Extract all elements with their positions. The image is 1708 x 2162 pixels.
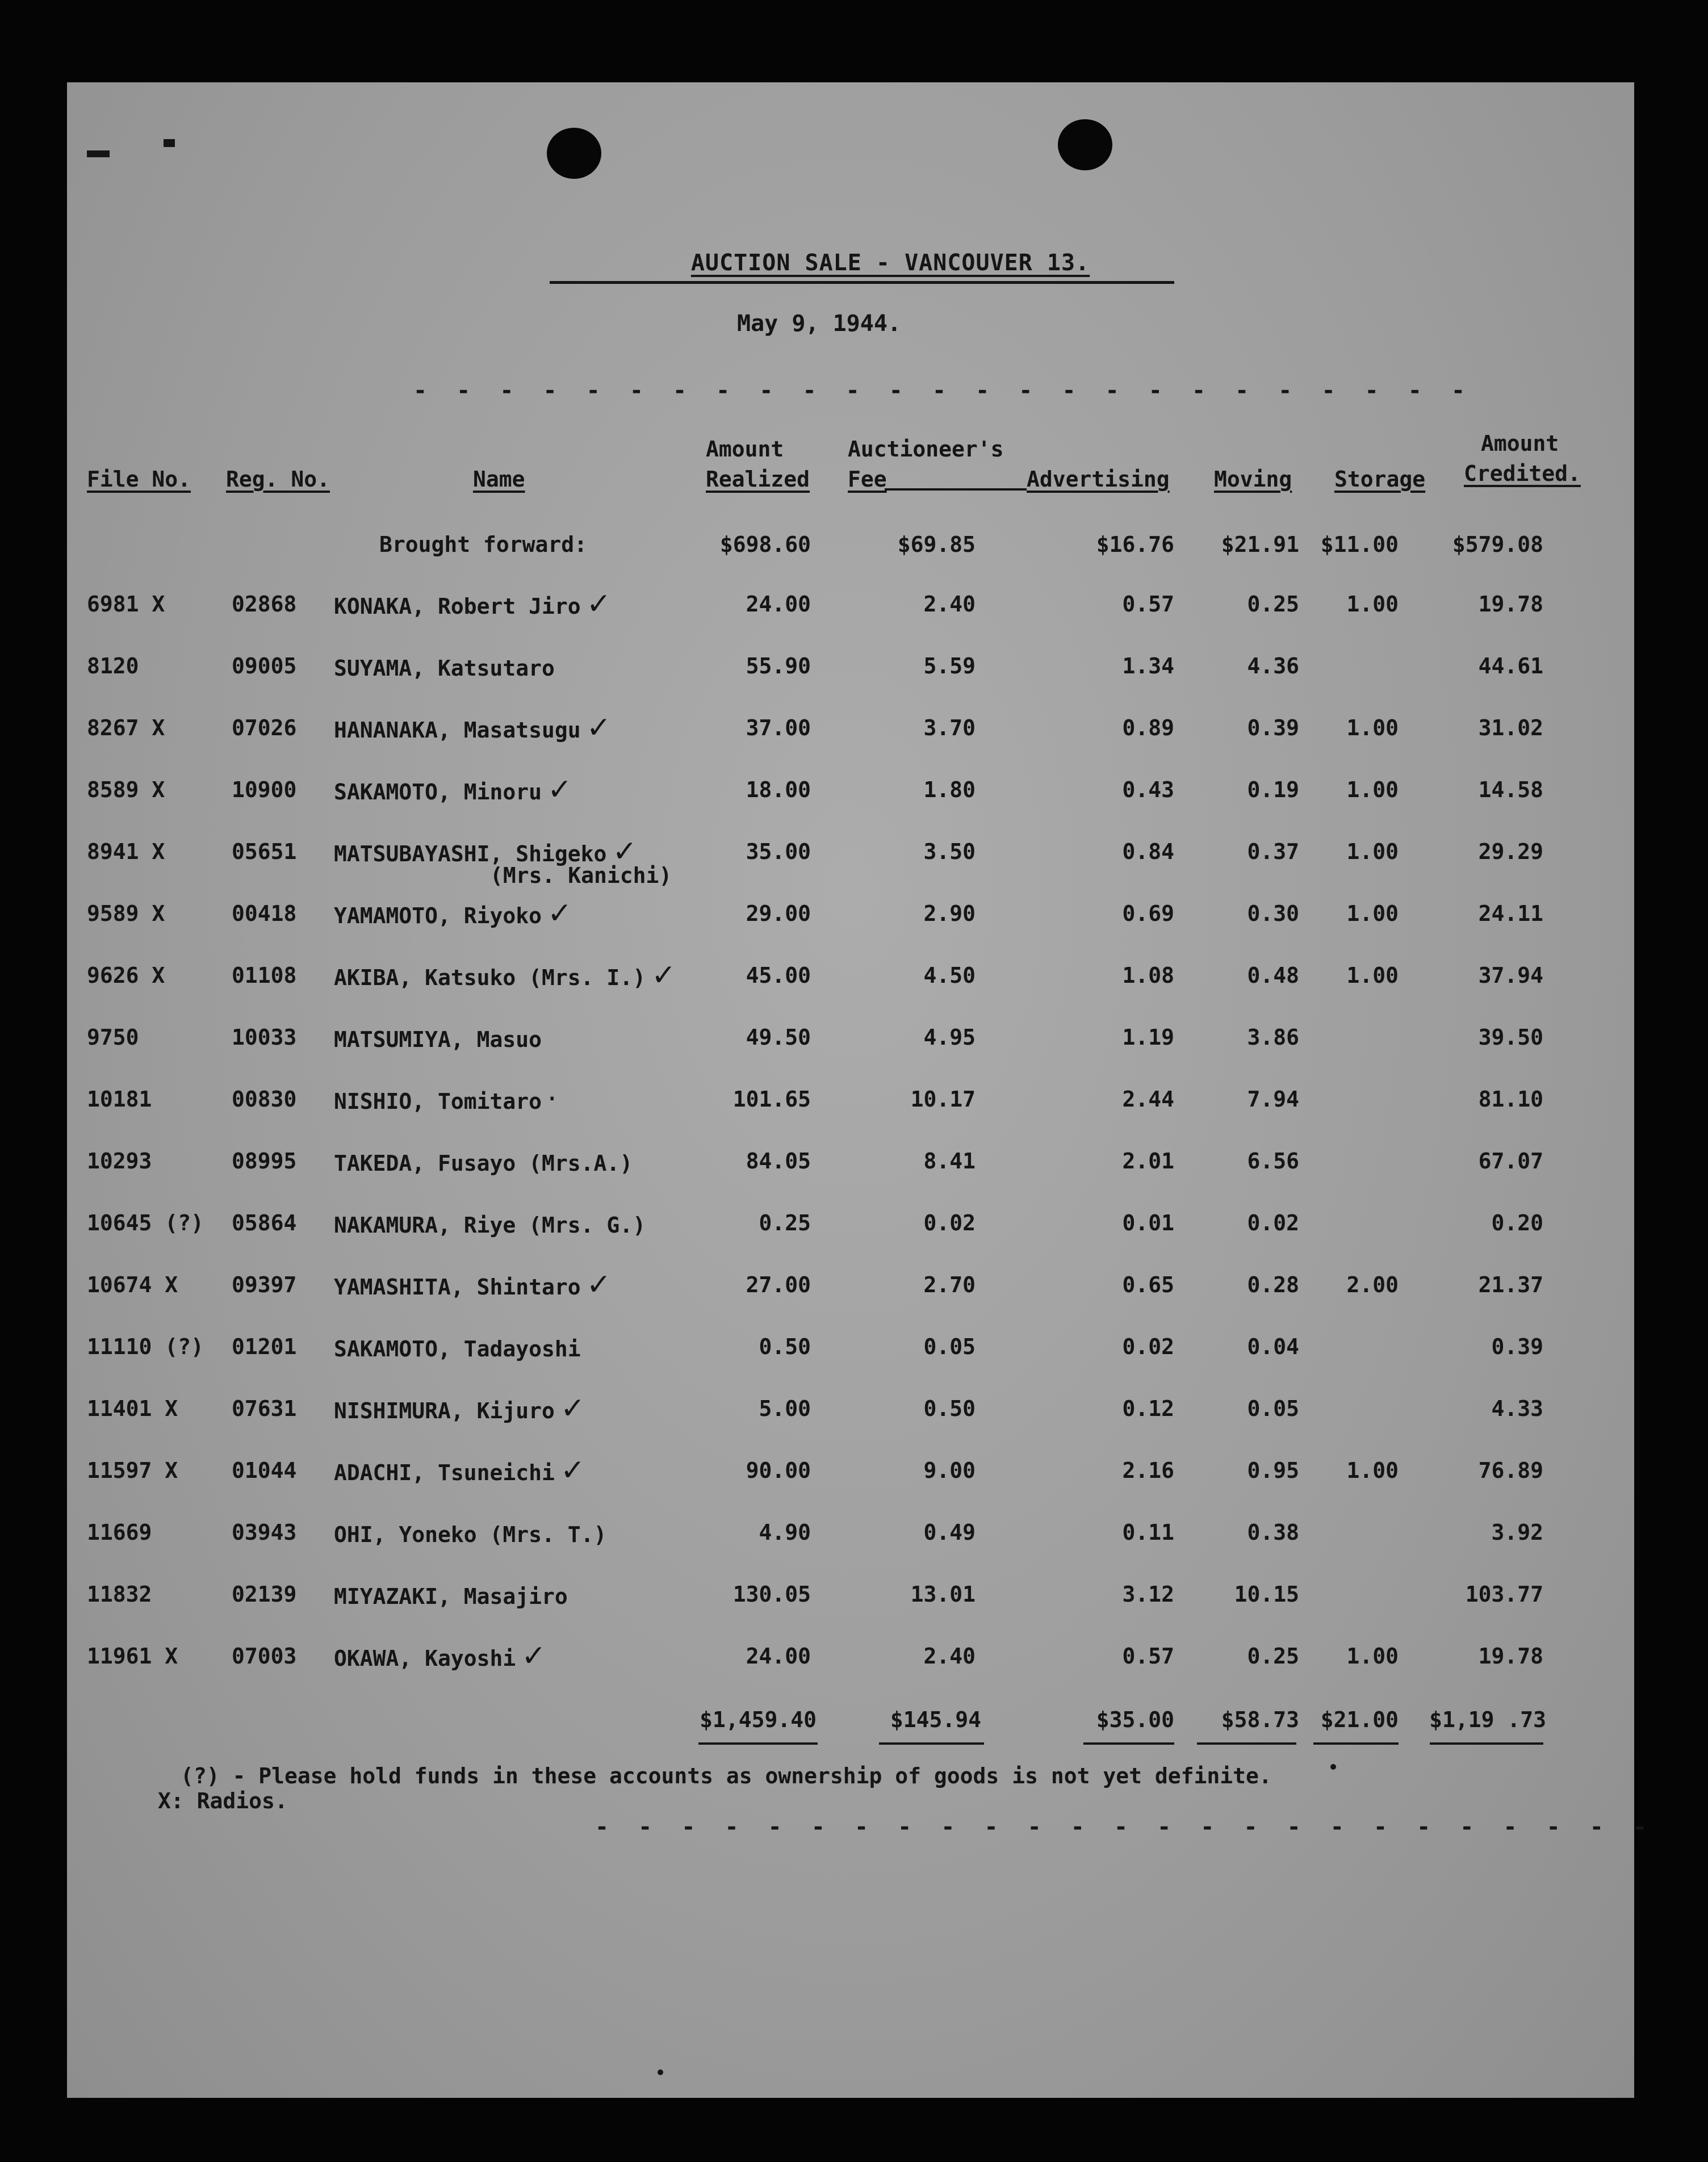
cell-amount-credited: 0.20 bbox=[1491, 1210, 1543, 1235]
cell-reg-no: 10033 bbox=[232, 1025, 297, 1050]
separator-top: - - - - - - - - - - - - - - - - - - - - - - - - - bbox=[413, 378, 1473, 404]
cell-moving: 0.39 bbox=[1247, 715, 1299, 740]
table-row bbox=[67, 579, 1634, 630]
brought-forward-fee: $69.85 bbox=[897, 532, 976, 557]
cell-moving: 0.28 bbox=[1247, 1272, 1299, 1297]
cell-name bbox=[334, 1209, 651, 1239]
cell-moving: 0.48 bbox=[1247, 963, 1299, 988]
cell-name bbox=[334, 1519, 612, 1548]
separator-bottom: - - - - - - - - - - - - - - - - - - - - - - - - - bbox=[595, 1814, 1655, 1840]
cell-file-no: 9589 X bbox=[87, 901, 165, 926]
cell-amount-realized: 4.90 bbox=[759, 1520, 811, 1545]
cell-reg-no: 08995 bbox=[232, 1149, 297, 1174]
name-text: SUYAMA, Katsutaro bbox=[334, 656, 555, 681]
cell-amount-credited: 4.33 bbox=[1491, 1396, 1543, 1421]
cell-moving: 0.95 bbox=[1247, 1458, 1299, 1483]
cell-file-no: 10181 bbox=[87, 1087, 152, 1112]
cell-auctioneer-fee: 2.90 bbox=[923, 901, 976, 926]
cell-auctioneer-fee: 13.01 bbox=[910, 1582, 976, 1607]
header-storage: Storage bbox=[1334, 467, 1426, 492]
total-realized: $1,459.40 bbox=[700, 1707, 817, 1732]
cell-moving: 6.56 bbox=[1247, 1149, 1299, 1174]
cell-file-no: 8120 bbox=[87, 653, 139, 678]
cell-reg-no: 09397 bbox=[232, 1272, 297, 1297]
cell-file-no: 10293 bbox=[87, 1149, 152, 1174]
corner-mark bbox=[87, 150, 110, 157]
cell-file-no: 10674 X bbox=[87, 1272, 178, 1297]
table-row bbox=[67, 765, 1634, 816]
cell-file-no: 8589 X bbox=[87, 777, 165, 802]
header-file-no: File No. bbox=[87, 467, 191, 492]
cell-reg-no: 02868 bbox=[232, 592, 297, 617]
cell-moving: 0.38 bbox=[1247, 1520, 1299, 1545]
cell-amount-credited: 19.78 bbox=[1478, 592, 1543, 617]
cell-file-no: 8267 X bbox=[87, 715, 165, 740]
cell-reg-no: 07631 bbox=[232, 1396, 297, 1421]
cell-advertising: 3.12 bbox=[1122, 1582, 1174, 1607]
cell-amount-realized: 18.00 bbox=[746, 777, 811, 802]
table-row bbox=[67, 889, 1634, 940]
header-reg-no: Reg. No. bbox=[226, 467, 330, 492]
cell-auctioneer-fee: 4.95 bbox=[923, 1025, 976, 1050]
cell-amount-realized: 0.25 bbox=[759, 1210, 811, 1235]
cell-amount-credited: 31.02 bbox=[1478, 715, 1543, 740]
cell-amount-credited: 67.07 bbox=[1478, 1149, 1543, 1174]
cell-moving: 0.05 bbox=[1247, 1396, 1299, 1421]
stray-mark bbox=[1330, 1764, 1336, 1770]
cell-reg-no: 05651 bbox=[232, 839, 297, 864]
checkmark-icon: ✓ bbox=[586, 587, 612, 621]
name-text: MATSUBAYASHI, Shigeko bbox=[334, 841, 607, 866]
checkmark-icon: ✓ bbox=[560, 1453, 585, 1488]
cell-amount-credited: 3.92 bbox=[1491, 1520, 1543, 1545]
cell-file-no: 9750 bbox=[87, 1025, 139, 1050]
name-subtitle: (Mrs. Kanichi) bbox=[490, 863, 672, 888]
cell-storage: 1.00 bbox=[1346, 777, 1399, 802]
cell-amount-credited: 24.11 bbox=[1478, 901, 1543, 926]
cell-name bbox=[334, 1333, 587, 1363]
brought-forward-label: Brought forward: bbox=[379, 532, 588, 557]
checkmark-icon: ✓ bbox=[547, 896, 572, 931]
title-underline bbox=[550, 281, 1174, 284]
cell-advertising: 0.43 bbox=[1122, 777, 1174, 802]
name-text: NAKAMURA, Riye (Mrs. G.) bbox=[334, 1213, 646, 1238]
cell-moving: 10.15 bbox=[1234, 1582, 1299, 1607]
cell-amount-credited: 81.10 bbox=[1478, 1087, 1543, 1112]
cell-advertising: 1.19 bbox=[1122, 1025, 1174, 1050]
cell-file-no: 11961 X bbox=[87, 1644, 178, 1669]
cell-name bbox=[334, 1453, 585, 1488]
table-row bbox=[67, 1136, 1634, 1187]
cell-name bbox=[334, 1268, 612, 1302]
cell-auctioneer-fee: 2.70 bbox=[923, 1272, 976, 1297]
cell-advertising: 1.34 bbox=[1122, 653, 1174, 678]
cell-moving: 0.25 bbox=[1247, 1644, 1299, 1669]
cell-moving: 0.19 bbox=[1247, 777, 1299, 802]
checkmark-icon: ✓ bbox=[612, 835, 638, 869]
cell-advertising: 0.57 bbox=[1122, 592, 1174, 617]
cell-amount-realized: 0.50 bbox=[759, 1334, 811, 1359]
cell-reg-no: 10900 bbox=[232, 777, 297, 802]
table-row bbox=[67, 1445, 1634, 1497]
name-text: NISHIMURA, Kijuro bbox=[334, 1398, 555, 1423]
checkmark-icon: ✓ bbox=[651, 958, 676, 992]
cell-name bbox=[334, 711, 612, 745]
cell-reg-no: 01201 bbox=[232, 1334, 297, 1359]
cell-auctioneer-fee: 2.40 bbox=[923, 592, 976, 617]
cell-moving: 0.30 bbox=[1247, 901, 1299, 926]
cell-name bbox=[334, 587, 612, 621]
cell-file-no: 11832 bbox=[87, 1582, 152, 1607]
cell-moving: 0.02 bbox=[1247, 1210, 1299, 1235]
brought-forward-storage: $11.00 bbox=[1320, 532, 1399, 557]
header-advertising: Advertising bbox=[1027, 467, 1170, 492]
footnote-radios: X: Radios. bbox=[158, 1788, 288, 1813]
cell-file-no: 11401 X bbox=[87, 1396, 178, 1421]
checkmark-icon: · bbox=[547, 1082, 557, 1116]
cell-name bbox=[334, 773, 572, 807]
cell-auctioneer-fee: 2.40 bbox=[923, 1644, 976, 1669]
cell-advertising: 0.57 bbox=[1122, 1644, 1174, 1669]
header-amount-credited-1: Amount bbox=[1481, 431, 1559, 456]
cell-name bbox=[334, 1082, 557, 1116]
cell-advertising: 2.01 bbox=[1122, 1149, 1174, 1174]
cell-reg-no: 03943 bbox=[232, 1520, 297, 1545]
cell-name bbox=[334, 1639, 546, 1673]
punch-hole-left bbox=[547, 128, 601, 179]
cell-auctioneer-fee: 0.05 bbox=[923, 1334, 976, 1359]
cell-name bbox=[334, 1581, 573, 1610]
header-amount-realized-2: Realized bbox=[706, 467, 810, 492]
cell-name bbox=[334, 1392, 585, 1426]
cell-name bbox=[334, 1024, 547, 1053]
stray-mark bbox=[658, 2069, 663, 2075]
table-row bbox=[67, 1322, 1634, 1373]
total-advertising: $35.00 bbox=[1096, 1707, 1174, 1732]
cell-file-no: 9626 X bbox=[87, 963, 165, 988]
header-auctioneer-fee-1: Auctioneer's bbox=[848, 437, 1004, 462]
cell-amount-realized: 84.05 bbox=[746, 1149, 811, 1174]
document-date: May 9, 1944. bbox=[737, 311, 901, 337]
document-page bbox=[67, 82, 1655, 2098]
cell-advertising: 0.84 bbox=[1122, 839, 1174, 864]
cell-storage: 2.00 bbox=[1346, 1272, 1399, 1297]
cell-file-no: 11597 X bbox=[87, 1458, 178, 1483]
cell-amount-realized: 45.00 bbox=[746, 963, 811, 988]
total-storage: $21.00 bbox=[1320, 1707, 1399, 1732]
cell-auctioneer-fee: 10.17 bbox=[910, 1087, 976, 1112]
name-text: AKIBA, Katsuko (Mrs. I.) bbox=[334, 965, 646, 990]
cell-name bbox=[334, 958, 676, 992]
cell-storage: 1.00 bbox=[1346, 592, 1399, 617]
cell-file-no: 6981 X bbox=[87, 592, 165, 617]
cell-moving: 0.04 bbox=[1247, 1334, 1299, 1359]
cell-file-no: 8941 X bbox=[87, 839, 165, 864]
cell-file-no: 11110 (?) bbox=[87, 1334, 204, 1359]
cell-amount-realized: 27.00 bbox=[746, 1272, 811, 1297]
cell-auctioneer-fee: 3.50 bbox=[923, 839, 976, 864]
brought-forward-realized: $698.60 bbox=[719, 532, 811, 557]
cell-reg-no: 00830 bbox=[232, 1087, 297, 1112]
table-row bbox=[67, 1074, 1634, 1125]
header-fee-underline-pad bbox=[885, 466, 1027, 491]
cell-advertising: 0.12 bbox=[1122, 1396, 1174, 1421]
punch-hole-right bbox=[1058, 119, 1112, 170]
cell-advertising: 2.44 bbox=[1122, 1087, 1174, 1112]
table-row bbox=[67, 1198, 1634, 1249]
name-text: YAMAMOTO, Riyoko bbox=[334, 903, 542, 928]
name-text: OHI, Yoneko (Mrs. T.) bbox=[334, 1522, 607, 1547]
cell-amount-credited: 0.39 bbox=[1491, 1334, 1543, 1359]
cell-amount-realized: 5.00 bbox=[759, 1396, 811, 1421]
cell-moving: 4.36 bbox=[1247, 653, 1299, 678]
brought-forward-advertising: $16.76 bbox=[1096, 532, 1174, 557]
table-row bbox=[67, 1507, 1634, 1558]
cell-amount-credited: 103.77 bbox=[1465, 1582, 1543, 1607]
cell-auctioneer-fee: 8.41 bbox=[923, 1149, 976, 1174]
cell-moving: 7.94 bbox=[1247, 1087, 1299, 1112]
footnote-hold-funds: (?) - Please hold funds in these accounts as ownership of goods is not yet definite. bbox=[181, 1763, 1272, 1788]
brought-forward-moving: $21.91 bbox=[1221, 532, 1299, 557]
name-text: YAMASHITA, Shintaro bbox=[334, 1275, 581, 1300]
cell-auctioneer-fee: 0.49 bbox=[923, 1520, 976, 1545]
header-name: Name bbox=[473, 467, 525, 492]
table-row bbox=[67, 1012, 1634, 1063]
table-row bbox=[67, 950, 1634, 1002]
cell-auctioneer-fee: 3.70 bbox=[923, 715, 976, 740]
cell-auctioneer-fee: 5.59 bbox=[923, 653, 976, 678]
cell-amount-credited: 14.58 bbox=[1478, 777, 1543, 802]
cell-amount-realized: 130.05 bbox=[732, 1582, 811, 1607]
cell-file-no: 10645 (?) bbox=[87, 1210, 204, 1235]
cell-moving: 0.25 bbox=[1247, 592, 1299, 617]
brought-forward-row bbox=[67, 519, 1634, 571]
total-moving: $58.73 bbox=[1221, 1707, 1299, 1732]
cell-advertising: 0.11 bbox=[1122, 1520, 1174, 1545]
cell-auctioneer-fee: 1.80 bbox=[923, 777, 976, 802]
cell-file-no: 11669 bbox=[87, 1520, 152, 1545]
cell-storage: 1.00 bbox=[1346, 1644, 1399, 1669]
cell-storage: 1.00 bbox=[1346, 1458, 1399, 1483]
cell-moving: 3.86 bbox=[1247, 1025, 1299, 1050]
table-row bbox=[67, 703, 1634, 754]
cell-advertising: 2.16 bbox=[1122, 1458, 1174, 1483]
cell-advertising: 0.69 bbox=[1122, 901, 1174, 926]
total-fee: $145.94 bbox=[890, 1707, 981, 1732]
name-text: KONAKA, Robert Jiro bbox=[334, 594, 581, 619]
name-text: MIYAZAKI, Masajiro bbox=[334, 1584, 568, 1609]
cell-storage: 1.00 bbox=[1346, 963, 1399, 988]
document-title: AUCTION SALE - VANCOUVER 13. bbox=[690, 250, 1090, 276]
cell-amount-realized: 24.00 bbox=[746, 592, 811, 617]
name-text: SAKAMOTO, Minoru bbox=[334, 780, 542, 805]
header-amount-realized-1: Amount bbox=[706, 437, 784, 462]
cell-reg-no: 07026 bbox=[232, 715, 297, 740]
cell-reg-no: 00418 bbox=[232, 901, 297, 926]
name-text: OKAWA, Kayoshi bbox=[334, 1646, 516, 1671]
cell-advertising: 0.89 bbox=[1122, 715, 1174, 740]
cell-amount-credited: 37.94 bbox=[1478, 963, 1543, 988]
cell-amount-realized: 55.90 bbox=[746, 653, 811, 678]
cell-reg-no: 01044 bbox=[232, 1458, 297, 1483]
checkmark-icon: ✓ bbox=[586, 711, 612, 745]
cell-storage: 1.00 bbox=[1346, 839, 1399, 864]
cell-reg-no: 07003 bbox=[232, 1644, 297, 1669]
cell-amount-credited: 76.89 bbox=[1478, 1458, 1543, 1483]
cell-amount-realized: 101.65 bbox=[732, 1087, 811, 1112]
cell-storage: 1.00 bbox=[1346, 715, 1399, 740]
name-text: NISHIO, Tomitaro bbox=[334, 1089, 542, 1114]
cell-reg-no: 09005 bbox=[232, 653, 297, 678]
corner-mark bbox=[164, 139, 175, 147]
header-moving: Moving bbox=[1214, 467, 1292, 492]
cell-auctioneer-fee: 0.50 bbox=[923, 1396, 976, 1421]
cell-amount-realized: 29.00 bbox=[746, 901, 811, 926]
header-amount-credited-2: Credited. bbox=[1464, 461, 1581, 486]
name-text: TAKEDA, Fusayo (Mrs.A.) bbox=[334, 1151, 633, 1176]
cell-advertising: 1.08 bbox=[1122, 963, 1174, 988]
checkmark-icon: ✓ bbox=[586, 1268, 612, 1302]
table-row bbox=[67, 1631, 1634, 1682]
brought-forward-credited: $579.08 bbox=[1452, 532, 1543, 557]
name-text: ADACHI, Tsuneichi bbox=[334, 1460, 555, 1485]
table-row bbox=[67, 827, 1634, 888]
cell-amount-realized: 24.00 bbox=[746, 1644, 811, 1669]
cell-moving: 0.37 bbox=[1247, 839, 1299, 864]
total-credited: $1,19 .73 bbox=[1429, 1707, 1546, 1732]
cell-auctioneer-fee: 9.00 bbox=[923, 1458, 976, 1483]
table-row bbox=[67, 641, 1634, 692]
cell-amount-credited: 39.50 bbox=[1478, 1025, 1543, 1050]
cell-amount-realized: 35.00 bbox=[746, 839, 811, 864]
cell-reg-no: 05864 bbox=[232, 1210, 297, 1235]
cell-advertising: 0.02 bbox=[1122, 1334, 1174, 1359]
cell-reg-no: 02139 bbox=[232, 1582, 297, 1607]
cell-name bbox=[334, 896, 572, 931]
totals-row bbox=[67, 1695, 1634, 1746]
checkmark-icon: ✓ bbox=[547, 773, 572, 807]
cell-amount-credited: 19.78 bbox=[1478, 1644, 1543, 1669]
table-row bbox=[67, 1260, 1634, 1311]
table-row bbox=[67, 1569, 1634, 1620]
cell-storage: 1.00 bbox=[1346, 901, 1399, 926]
name-text: MATSUMIYA, Masuo bbox=[334, 1027, 542, 1052]
header-auctioneer-fee-2: Fee bbox=[848, 467, 887, 492]
checkmark-icon: ✓ bbox=[560, 1392, 585, 1426]
cell-amount-credited: 44.61 bbox=[1478, 653, 1543, 678]
cell-reg-no: 01108 bbox=[232, 963, 297, 988]
cell-name bbox=[334, 1147, 638, 1177]
table-row bbox=[67, 1384, 1634, 1435]
cell-amount-credited: 29.29 bbox=[1478, 839, 1543, 864]
cell-advertising: 0.01 bbox=[1122, 1210, 1174, 1235]
cell-amount-realized: 49.50 bbox=[746, 1025, 811, 1050]
cell-amount-realized: 90.00 bbox=[746, 1458, 811, 1483]
cell-amount-realized: 37.00 bbox=[746, 715, 811, 740]
cell-auctioneer-fee: 4.50 bbox=[923, 963, 976, 988]
cell-name bbox=[334, 652, 560, 682]
name-text: HANANAKA, Masatsugu bbox=[334, 718, 581, 743]
cell-amount-credited: 21.37 bbox=[1478, 1272, 1543, 1297]
cell-auctioneer-fee: 0.02 bbox=[923, 1210, 976, 1235]
name-text: SAKAMOTO, Tadayoshi bbox=[334, 1336, 581, 1361]
cell-advertising: 0.65 bbox=[1122, 1272, 1174, 1297]
checkmark-icon: ✓ bbox=[521, 1639, 546, 1673]
